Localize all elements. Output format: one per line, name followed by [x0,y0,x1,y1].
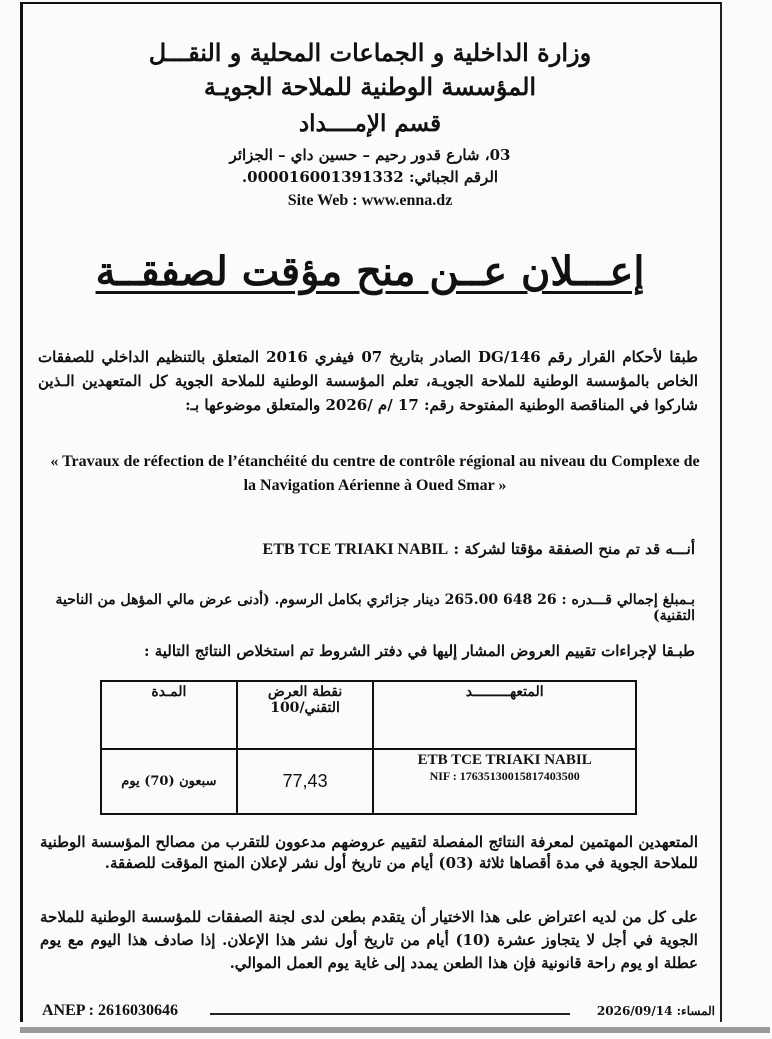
header-bidder: المتعهـــــــــد [373,681,636,749]
results-table [100,680,637,815]
announcement-title: إعـــلان عــن منح مؤقت لصفقــة [95,248,645,295]
tax-id-line: الرقم الجبائي: 000016001391332. [241,168,499,186]
bidder-name: ETB TCE TRIAKI NABIL [417,752,592,768]
intro-paragraph: طبقا لأحكام القرار رقم 146/DG الصادر بتاريخ 07 فيفري 2016 المتعلق بالتنظيم الداخلي للصفقات الخاص بالمؤسسة الوطنية للملاحة الجويـة، تعلم المؤسسة الوطنية للملاحة الجوية كل المتعهدين الـذين شاركوا في المناقصة الوطنية المفتوحة رقم: 17 /م /2026 والمتعلق موضوعها بـ: [38,348,698,414]
bidder-cell [373,749,636,814]
award-statement [40,540,695,559]
closing-paragraph-results: المتعهدين المهتمين لمعرفة النتائج المفصلة لتقييم عروضهم مدعوون للتقرب من مصالح المؤسسة الوطنية للملاحة الجوية في مدة أقصاها ثلاثة (03) أيام من تاريخ أول نشر لإعلان المنح المؤقت للصفقة. [40,833,698,872]
bottom-edge-divider [20,1027,770,1033]
table-row [101,749,636,814]
evaluation-statement: طبـقا لإجراءات تقييم العروض المشار إليها في دفتر الشروط تم استخلاص النتائج التالية : [143,642,695,660]
bidder-nif: NIF : 17635130015817403500 [429,769,580,783]
duration-cell: سبعون (70) يوم [101,749,237,814]
award-prefix: أنـــه قد تم منح الصفقة مؤقتا لشركة : [453,540,695,558]
header-duration: المـدة [101,681,237,749]
project-title: « Travaux de réfection de l’étanchéité du centre de contrôle régional au niveau du Complexe de la Navigation Aérienne à Oued Smar » [50,453,700,494]
anep-reference: ANEP : 2616030646 [42,1002,178,1019]
ministry-heading: وزارة الداخلية و الجماعات المحلية و النقـــل [148,38,592,67]
department-heading: قسم الإمــــداد [298,110,442,137]
address-line: 03، شارع قدور رحيم – حسين داي – الجزائر [229,146,511,164]
header-score: نقطة العرض التقني/100 [237,681,374,749]
score-cell: 77,43 [237,749,374,814]
award-amount: بـمبلغ إجمالي قـــدره : 26 648 265.00 دينار جزائري بكامل الرسوم. (أدنى عرض مالي المؤهل من الناحية التقنية) [55,592,695,624]
closing-paragraph-appeal: على كل من لديه اعتراض على هذا الاختيار أن يتقدم بطعن لدى لجنة الصفقات للمؤسسة الوطنية للملاحة الجوية في أجل لا يتجاوز عشرة (10) أيام من تاريخ أول نشر هذا الإعلان. إذا صادف هذا اليوم مع يوم عطلة او يوم راحة قانونية فإن هذا الطعن يمدد إلى غاية يوم العمل الموالي. [40,908,698,972]
award-company: ETB TCE TRIAKI NABIL [262,541,449,558]
footer-divider [210,1013,570,1015]
publication-date: المساء: 2026/09/14 [596,1004,715,1018]
institution-heading: المؤسسة الوطنية للملاحة الجويـة [203,72,537,101]
website-line: Site Web : www.enna.dz [287,192,453,209]
results-header-row [101,681,636,749]
